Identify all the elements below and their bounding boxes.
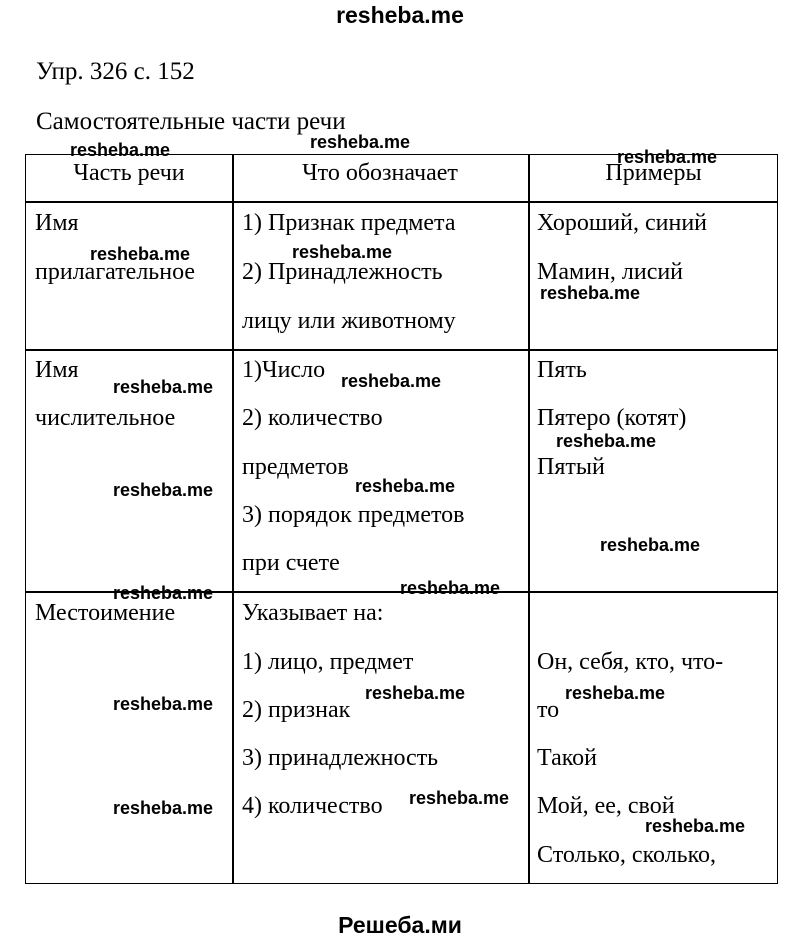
row2-part-line: числительное: [35, 405, 176, 431]
row3-meaning-line: 2) признак: [242, 697, 351, 723]
watermark: resheba.me: [113, 480, 214, 500]
row2-example-line: Пять: [537, 357, 587, 383]
row3-meaning-line: 3) принадлежность: [242, 745, 439, 771]
row1-part-line: Имя: [35, 210, 79, 236]
header-examples: Примеры: [605, 160, 702, 186]
row2-meaning-line: при счете: [242, 550, 340, 576]
column-divider: [528, 155, 530, 883]
row1-meaning-line: лицу или животному: [242, 308, 456, 334]
watermark: resheba.me: [409, 788, 510, 808]
row3-example-line: то: [537, 697, 560, 723]
watermark: resheba.me: [565, 683, 666, 703]
row3-meaning-line: 4) количество: [242, 793, 383, 819]
column-divider: [232, 155, 234, 883]
watermark: resheba.me: [113, 377, 214, 397]
row3-example-line: Мой, ее, свой: [537, 793, 675, 819]
row1-example-line: Хороший, синий: [537, 210, 708, 236]
row2-example-line: Пятый: [537, 454, 605, 480]
row3-example-line: Такой: [537, 745, 597, 771]
watermark: resheba.me: [113, 694, 214, 714]
exercise-title: Упр. 326 с. 152: [36, 58, 195, 85]
row1-example-line: Мамин, лисий: [537, 259, 684, 285]
row1-meaning-line: 2) Принадлежность: [242, 259, 443, 285]
header-part-of-speech: Часть речи: [73, 160, 185, 186]
row3-meaning-line: Указывает на:: [242, 600, 384, 626]
watermark: resheba.me: [540, 283, 641, 303]
watermark: resheba.me: [113, 583, 214, 603]
row2-meaning-line: 3) порядок предметов: [242, 502, 465, 528]
watermark: resheba.me: [341, 371, 442, 391]
watermark: resheba.me: [617, 147, 718, 167]
site-footer: Решеба.ми: [338, 912, 462, 938]
watermark: resheba.me: [310, 132, 411, 152]
site-header: resheba.me: [336, 2, 464, 28]
watermark: resheba.me: [365, 683, 466, 703]
row2-part-line: Имя: [35, 357, 79, 383]
row1-part-line: прилагательное: [35, 259, 196, 285]
row1-meaning-line: 1) Признак предмета: [242, 210, 456, 236]
row3-example-line: Он, себя, кто, что-: [537, 649, 724, 675]
row3-meaning-line: 1) лицо, предмет: [242, 649, 414, 675]
row-divider: [26, 349, 777, 351]
row2-meaning-line: 1)Число: [242, 357, 326, 383]
header-meaning: Что обозначает: [302, 160, 458, 186]
watermark: resheba.me: [90, 244, 191, 264]
watermark: resheba.me: [600, 535, 701, 555]
watermark: resheba.me: [400, 578, 501, 598]
watermark: resheba.me: [70, 140, 171, 160]
row2-example-line: Пятеро (котят): [537, 405, 687, 431]
watermark: resheba.me: [292, 242, 393, 262]
row2-meaning-line: предметов: [242, 454, 349, 480]
row-divider: [26, 201, 777, 203]
row2-meaning-line: 2) количество: [242, 405, 383, 431]
section-title: Самостоятельные части речи: [36, 108, 346, 135]
row3-example-line: Столько, сколько,: [537, 842, 717, 868]
watermark: resheba.me: [645, 816, 746, 836]
row3-part-line: Местоимение: [35, 600, 176, 626]
watermark: resheba.me: [556, 431, 657, 451]
watermark: resheba.me: [113, 798, 214, 818]
watermark: resheba.me: [355, 476, 456, 496]
